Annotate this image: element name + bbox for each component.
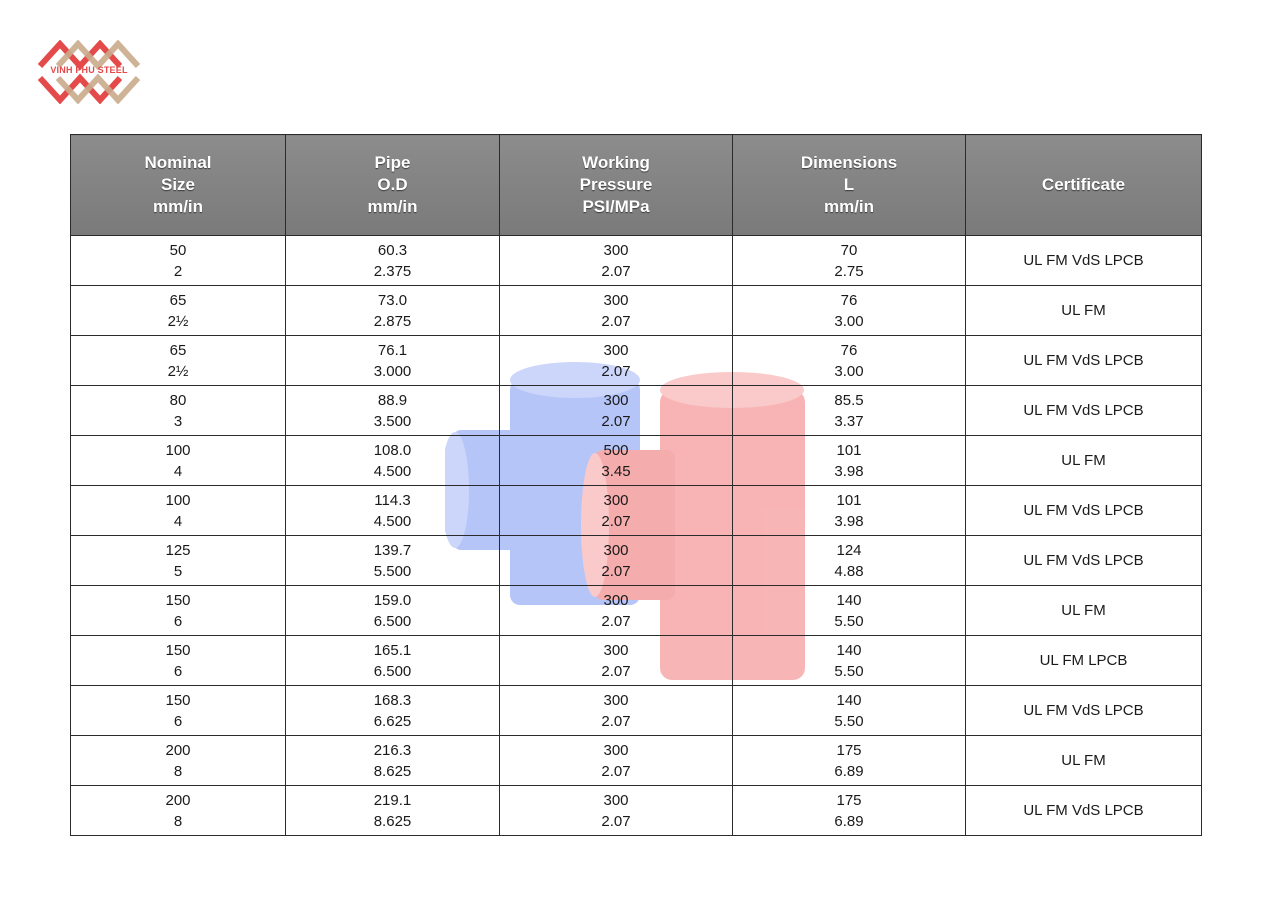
cell-od: 114.3 4.500 [286, 486, 500, 536]
cell-size: 150 6 [71, 636, 286, 686]
cell-size: 65 2½ [71, 336, 286, 386]
brand-logo [36, 40, 142, 104]
cell-certificate: UL FM [966, 586, 1202, 636]
cell-dim: 175 6.89 [733, 786, 966, 836]
cell-od: 60.3 2.375 [286, 236, 500, 286]
cell-certificate: UL FM VdS LPCB [966, 486, 1202, 536]
cell-pressure: 300 2.07 [500, 536, 733, 586]
table-row [71, 486, 1202, 536]
cell-dim: 70 2.75 [733, 236, 966, 286]
cell-size: 65 2½ [71, 286, 286, 336]
cell-size: 80 3 [71, 386, 286, 436]
cell-od: 139.7 5.500 [286, 536, 500, 586]
cell-size: 125 5 [71, 536, 286, 586]
logo-text: VINH PHU STEEL [50, 65, 128, 75]
header-certificate: Certificate [966, 135, 1202, 236]
table-row [71, 686, 1202, 736]
cell-od: 88.9 3.500 [286, 386, 500, 436]
cell-certificate: UL FM [966, 286, 1202, 336]
cell-dim: 76 3.00 [733, 336, 966, 386]
cell-pressure: 300 2.07 [500, 386, 733, 436]
cell-size: 150 6 [71, 686, 286, 736]
cell-size: 50 2 [71, 236, 286, 286]
table-row [71, 536, 1202, 586]
cell-size: 150 6 [71, 586, 286, 636]
cell-od: 159.0 6.500 [286, 586, 500, 636]
header-pipe-od: Pipe O.D mm/in [286, 135, 500, 236]
cell-dim: 175 6.89 [733, 736, 966, 786]
header-working-pressure: Working Pressure PSI/MPa [500, 135, 733, 236]
cell-od: 168.3 6.625 [286, 686, 500, 736]
cell-certificate: UL FM VdS LPCB [966, 236, 1202, 286]
cell-dim: 85.5 3.37 [733, 386, 966, 436]
cell-size: 200 8 [71, 736, 286, 786]
cell-size: 200 8 [71, 786, 286, 836]
cell-pressure: 300 2.07 [500, 486, 733, 536]
cell-pressure: 300 2.07 [500, 236, 733, 286]
cell-pressure: 300 2.07 [500, 336, 733, 386]
cell-dim: 140 5.50 [733, 636, 966, 686]
cell-pressure: 300 2.07 [500, 636, 733, 686]
cell-dim: 101 3.98 [733, 486, 966, 536]
cell-certificate: UL FM VdS LPCB [966, 336, 1202, 386]
cell-pressure: 300 2.07 [500, 736, 733, 786]
header-dimensions: Dimensions L mm/in [733, 135, 966, 236]
cell-certificate: UL FM [966, 736, 1202, 786]
table-row [71, 436, 1202, 486]
table-row [71, 636, 1202, 686]
cell-dim: 140 5.50 [733, 686, 966, 736]
table-row [71, 786, 1202, 836]
cell-certificate: UL FM LPCB [966, 636, 1202, 686]
table-header-row [71, 135, 1202, 236]
cell-pressure: 300 2.07 [500, 286, 733, 336]
cell-certificate: UL FM [966, 436, 1202, 486]
cell-size: 100 4 [71, 486, 286, 536]
header-nominal-size: Nominal Size mm/in [71, 135, 286, 236]
cell-certificate: UL FM VdS LPCB [966, 786, 1202, 836]
cell-dim: 101 3.98 [733, 436, 966, 486]
cell-dim: 76 3.00 [733, 286, 966, 336]
cell-certificate: UL FM VdS LPCB [966, 536, 1202, 586]
cell-certificate: UL FM VdS LPCB [966, 386, 1202, 436]
cell-pressure: 300 2.07 [500, 786, 733, 836]
table-row [71, 386, 1202, 436]
cell-od: 108.0 4.500 [286, 436, 500, 486]
table-row [71, 286, 1202, 336]
cell-pressure: 500 3.45 [500, 436, 733, 486]
cell-od: 219.1 8.625 [286, 786, 500, 836]
cell-dim: 124 4.88 [733, 536, 966, 586]
cell-pressure: 300 2.07 [500, 586, 733, 636]
cell-od: 76.1 3.000 [286, 336, 500, 386]
table-row [71, 736, 1202, 786]
cell-od: 165.1 6.500 [286, 636, 500, 686]
table-row [71, 586, 1202, 636]
cell-od: 216.3 8.625 [286, 736, 500, 786]
cell-dim: 140 5.50 [733, 586, 966, 636]
table-row [71, 236, 1202, 286]
cell-certificate: UL FM VdS LPCB [966, 686, 1202, 736]
cell-size: 100 4 [71, 436, 286, 486]
cell-od: 73.0 2.875 [286, 286, 500, 336]
table-row [71, 336, 1202, 386]
cell-pressure: 300 2.07 [500, 686, 733, 736]
spec-table [70, 134, 1202, 836]
